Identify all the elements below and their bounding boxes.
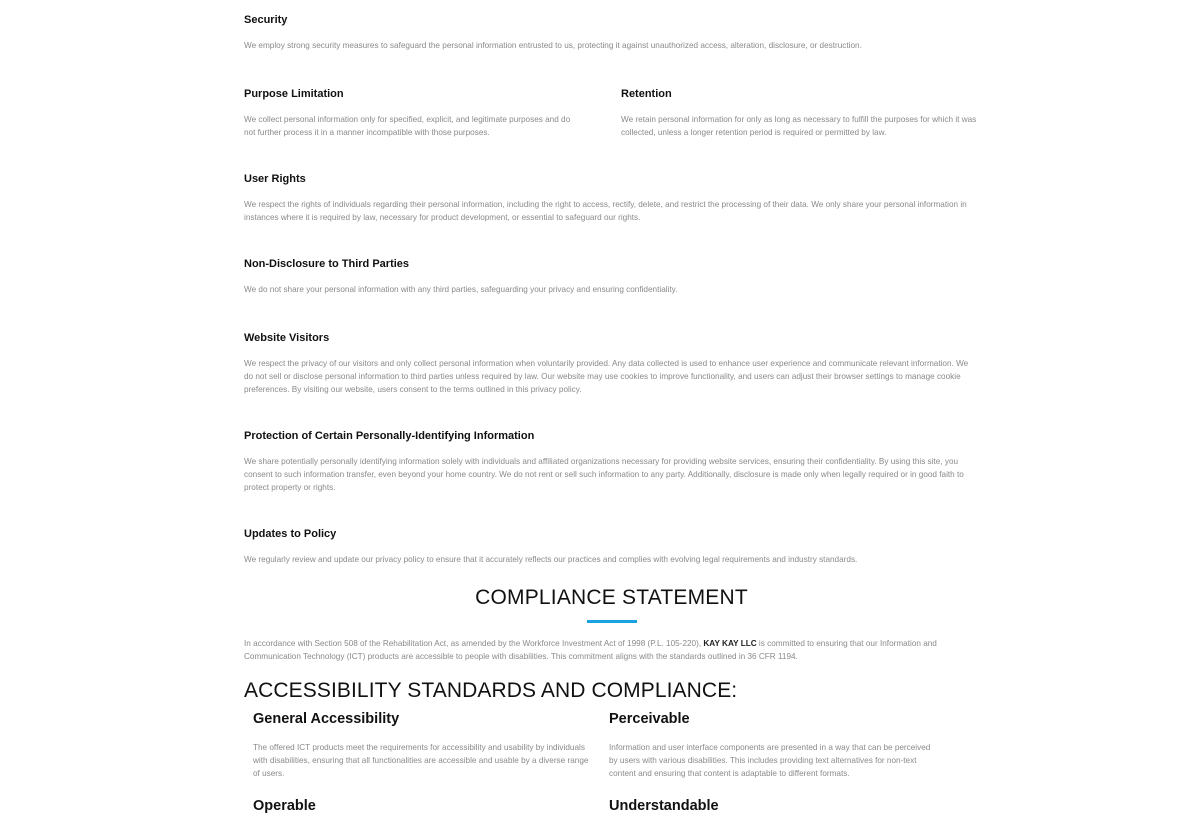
standard-perceivable (609, 711, 935, 780)
accessibility-heading: ACCESSIBILITY STANDARDS AND COMPLIANCE: (244, 679, 738, 702)
section-non-disclosure (244, 258, 979, 296)
section-title: Retention (621, 88, 672, 100)
standard-title: General Accessibility (253, 711, 400, 727)
section-protection-pii (244, 430, 979, 494)
section-title: Non-Disclosure to Third Parties (244, 258, 410, 270)
section-title: Security (244, 14, 288, 26)
standard-body: Information and user interface components are presented in a way that can be perceived by users with various disabilities. This includes providing text alternatives for non-text content and ensuring that content is adaptable to different formats. (609, 743, 931, 778)
compliance-body (244, 637, 979, 663)
section-website-visitors (244, 332, 979, 396)
section-body: We do not share your personal information with any third parties, safeguarding your privacy and ensuring confidentiality. (244, 285, 678, 294)
compliance-text-before: In accordance with Section 508 of the Rehabilitation Act, as amended by the Workforce Investment Act of 1998 (P.L. 105-220), (244, 639, 704, 648)
standards-row (253, 798, 935, 814)
section-title: Website Visitors (244, 332, 330, 344)
section-body: We respect the privacy of our visitors and only collect personal information when voluntarily provided. Any data collected is used to enhance user experience and communicate relevant information. We do not sell or disclose personal information to third parties unless required by law. Our website may use cookies to improve functionality, and users can adjust their browser settings to manage cookie preferences. By visiting our website, users consent to the terms outlined in this privacy policy. (244, 359, 969, 394)
section-retention (621, 88, 979, 139)
section-title: User Rights (244, 173, 306, 185)
section-user-rights (244, 173, 979, 224)
standard-title: Understandable (609, 798, 719, 814)
section-body: We regularly review and update our privacy policy to ensure that it accurately reflects our practices and complies with evolving legal requirements and industry standards. (244, 555, 858, 564)
standard-title: Perceivable (609, 711, 690, 727)
standard-body: The offered ICT products meet the requirements for accessibility and usability by individuals with disabilities, ensuring that all functionalities are accessible and usable by a diverse range of users. (253, 743, 589, 778)
section-title: Updates to Policy (244, 528, 337, 540)
two-column-row (244, 88, 979, 139)
section-body: We share potentially personally identifying information solely with individuals and affiliated organizations necessary for providing website services, ensuring their confidentiality. By using this site, you consent to such information transfer, even beyond your home country. We do not rent or sell such information to any party. Additionally, disclosure is made only when legally required or in good faith to protect property or rights. (244, 457, 964, 492)
section-purpose-limitation (244, 88, 574, 139)
policy-content (244, 14, 979, 814)
compliance-heading: COMPLIANCE STATEMENT (475, 586, 748, 609)
compliance-text-after: is committed to ensuring that our Information and Communication Technology (ICT) products are accessible to people with disabilities. This commitment aligns with the standards outlined in 36 CFR 1194. (244, 639, 937, 661)
company-name: KAY KAY LLC (703, 639, 757, 648)
section-body: We employ strong security measures to safeguard the personal information entrusted to us, protecting it against unauthorized access, alteration, disclosure, or destruction. (244, 41, 862, 50)
section-body: We retain personal information for only as long as necessary to fulfill the purposes for which it was collected, unless a longer retention period is required or permitted by law. (621, 115, 977, 137)
section-body: We collect personal information only for specified, explicit, and legitimate purposes and do not further process it in a manner incompatible with those purposes. (244, 115, 571, 137)
section-body: We respect the rights of individuals regarding their personal information, including the right to access, rectify, delete, and restrict the processing of their data. We only share your personal information in instances where it is required by law, necessary for product development, or essential to safeguard our rights. (244, 200, 967, 222)
section-security (244, 14, 979, 52)
standard-title: Operable (253, 798, 316, 814)
standard-operable (253, 798, 591, 814)
standard-general-accessibility (253, 711, 591, 780)
heading-underline (587, 620, 637, 623)
section-title: Protection of Certain Personally-Identifying Information (244, 430, 535, 442)
section-updates-to-policy (244, 528, 979, 566)
standards-row (253, 711, 935, 780)
section-title: Purpose Limitation (244, 88, 344, 100)
standard-understandable (609, 798, 935, 814)
